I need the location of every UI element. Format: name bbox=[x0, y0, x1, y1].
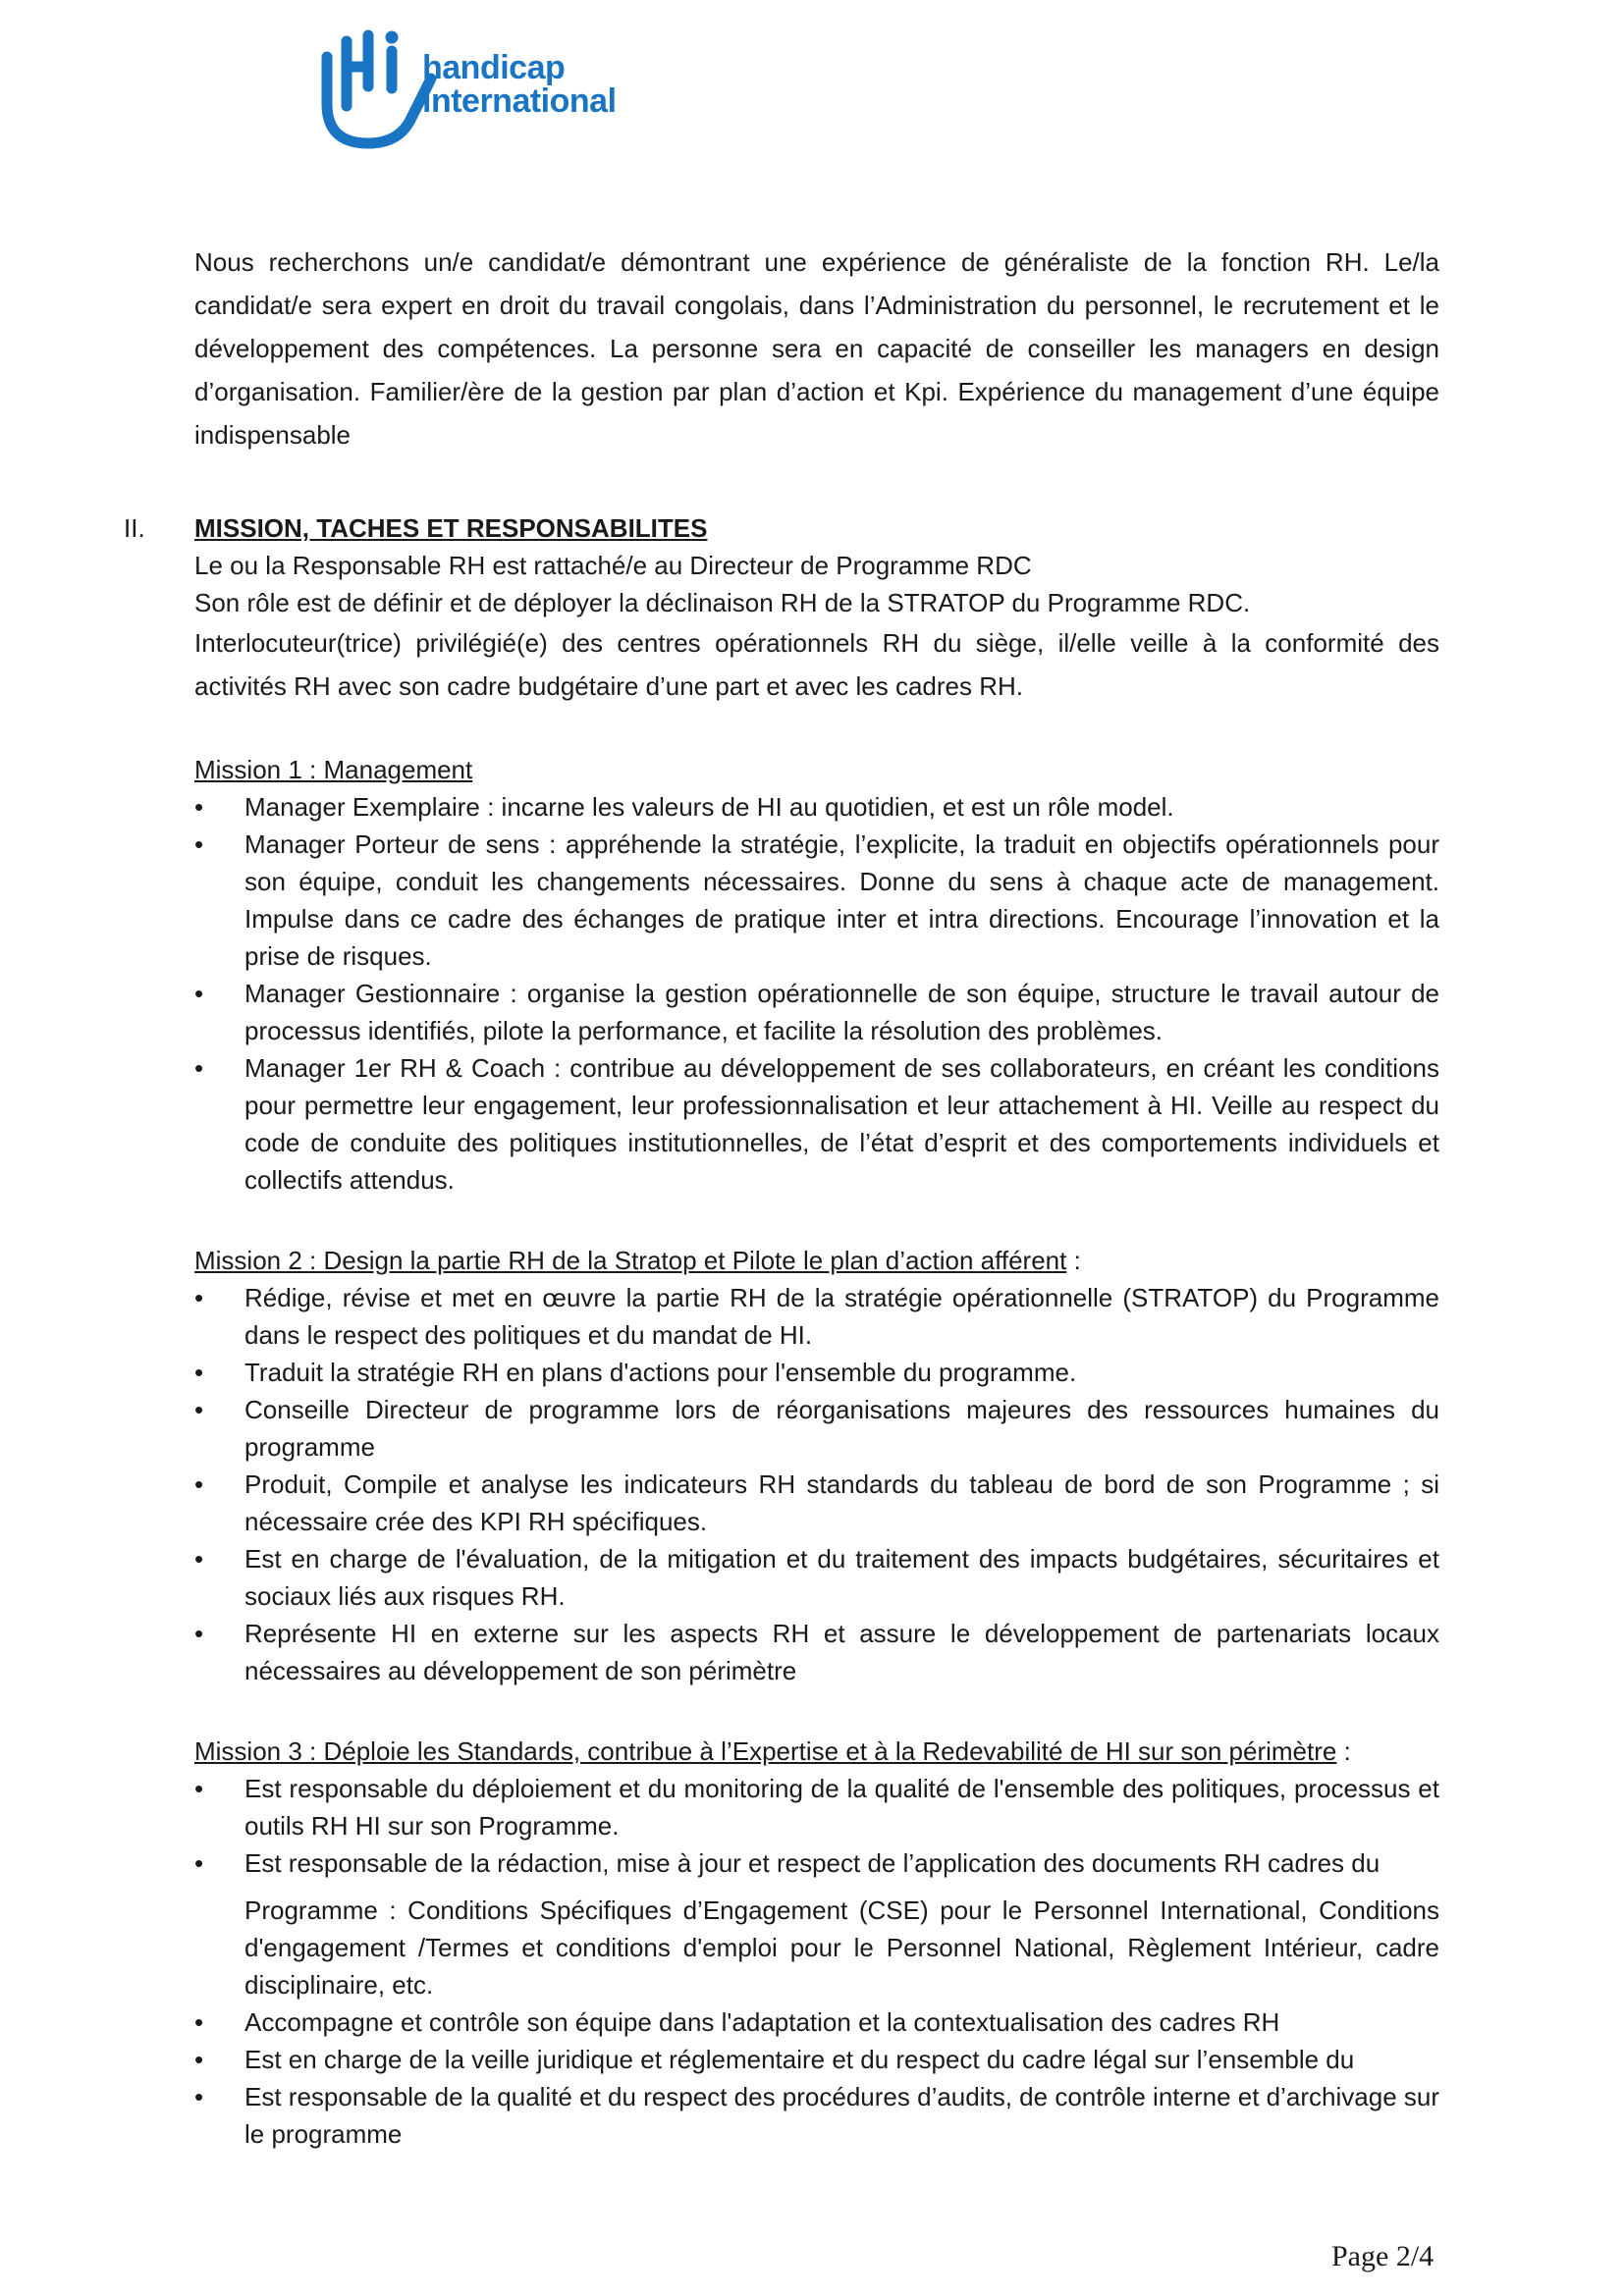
section-line-1: Le ou la Responsable RH est rattaché/e au Directeur de Programme RDC bbox=[194, 551, 1032, 580]
section-title: MISSION, TACHES ET RESPONSABILITES bbox=[194, 513, 708, 543]
list-item: • Est responsable du déploiement et du monitoring de la qualité de l'ensemble des politiques, processus et outils RH HI sur son Programme. bbox=[194, 1770, 1439, 1844]
list-item-part-2: Programme : Conditions Spécifiques d’Engagement (CSE) pour le Personnel International, Conditions d'engagement /Termes et conditions d'emploi pour le Personnel National, Règlement Intérieur, cadre disciplinaire, etc. bbox=[244, 1896, 1439, 2000]
list-item: • Est en charge de l'évaluation, de la mitigation et du traitement des impacts budgétaires, sécuritaires et sociaux liés aux risques RH. bbox=[194, 1540, 1439, 1615]
mission-1-title: Mission 1 : Management bbox=[194, 755, 473, 784]
mission-3-heading bbox=[194, 1733, 1439, 1770]
list-item: • Rédige, révise et met en œuvre la partie RH de la stratégie opérationnelle (STRATOP) du Programme dans le respect des politiques et du mandat de HI. bbox=[194, 1279, 1439, 1354]
mission-2-heading bbox=[194, 1242, 1439, 1279]
logo-wordmark bbox=[422, 51, 617, 118]
list-item: • Est en charge de la veille juridique et réglementaire et du respect du cadre légal sur l’ensemble du bbox=[194, 2041, 1439, 2078]
list-item: • Est responsable de la qualité et du respect des procédures d’audits, de contrôle interne et d’archivage sur le programme bbox=[194, 2078, 1439, 2153]
mission-3-list bbox=[194, 1770, 1439, 2153]
section-mission-tasks bbox=[124, 509, 1439, 708]
list-item: • Conseille Directeur de programme lors de réorganisations majeures des ressources humaines du programme bbox=[194, 1391, 1439, 1466]
page-number: Page 2/4 bbox=[1331, 2240, 1435, 2272]
mission-2 bbox=[194, 1242, 1439, 1689]
mission-3 bbox=[194, 1733, 1439, 2153]
list-item: • Représente HI en externe sur les aspects RH et assure le développement de partenariats locaux nécessaires au développement de son périmètre bbox=[194, 1615, 1439, 1689]
list-item: • Manager 1er RH & Coach : contribue au développement de ses collaborateurs, en créant les conditions pour permettre leur engagement, leur professionnalisation et leur attachement à HI. Veille au respect du code de conduite des politiques institutionnelles, de l’état d’esprit et des comportements individuels et collectifs attendus. bbox=[194, 1049, 1439, 1199]
intro-paragraph: Nous recherchons un/e candidat/e démontrant une expérience de généraliste de la fonction RH. Le/la candidat/e sera expert en droit du travail congolais, dans l’Administration du personnel, le recrutement et le développement des compétences. La personne sera en capacité de conseiller les managers en design d’organisation. Familier/ère de la gestion par plan d’action et Kpi. Expérience du management d’une équipe indispensable bbox=[194, 247, 1439, 450]
section-line-2: Son rôle est de définir et de déployer la déclinaison RH de la STRATOP du Programme RDC. bbox=[194, 588, 1251, 617]
mission-1 bbox=[194, 751, 1439, 1199]
list-item: • Accompagne et contrôle son équipe dans l'adaptation et la contextualisation des cadres RH bbox=[194, 2003, 1439, 2041]
logo-line-2: international bbox=[422, 82, 617, 120]
mission-2-list bbox=[194, 1279, 1439, 1689]
list-item: • Manager Porteur de sens : appréhende la stratégie, l’explicite, la traduit en objectifs opérationnels pour son équipe, conduit les changements nécessaires. Donne du sens à chaque acte de management. Impulse dans ce cadre des échanges de pratique inter et intra directions. Encourage l’innovation et la prise de risques. bbox=[194, 826, 1439, 975]
list-item: • Manager Exemplaire : incarne les valeurs de HI au quotidien, et est un rôle model. bbox=[194, 788, 1439, 826]
mission-3-title: Mission 3 : Déploie les Standards, contribue à l’Expertise et à la Redevabilité de HI sur son périmètre bbox=[194, 1736, 1337, 1766]
list-item: • Manager Gestionnaire : organise la gestion opérationnelle de son équipe, structure le travail autour de processus identifiés, pilote la performance, et facilite la résolution des problèmes. bbox=[194, 975, 1439, 1049]
section-numeral: II. bbox=[124, 513, 145, 543]
mission-2-title: Mission 2 : Design la partie RH de la Stratop et Pilote le plan d’action afférent bbox=[194, 1246, 1067, 1275]
list-item: • Produit, Compile et analyse les indicateurs RH standards du tableau de bord de son Programme ; si nécessaire crée des KPI RH spécifiques. bbox=[194, 1466, 1439, 1540]
mission-1-list bbox=[194, 788, 1439, 1199]
mission-3-tail: : bbox=[1336, 1736, 1351, 1766]
list-item-part-1: • Est responsable de la rédaction, mise à jour et respect de l’application des documents RH cadres du bbox=[244, 1848, 1380, 1878]
mission-2-tail: : bbox=[1066, 1246, 1081, 1275]
document-body bbox=[124, 240, 1439, 2153]
list-item bbox=[194, 1844, 1439, 2003]
section-paragraph: Interlocuteur(trice) privilégié(e) des centres opérationnels RH du siège, il/elle veille à la conformité des activités RH avec son cadre budgétaire d’une part et avec les cadres RH. bbox=[194, 628, 1439, 701]
list-item: • Traduit la stratégie RH en plans d'actions pour l'ensemble du programme. bbox=[194, 1354, 1439, 1391]
logo-line-1: handicap bbox=[422, 49, 566, 86]
